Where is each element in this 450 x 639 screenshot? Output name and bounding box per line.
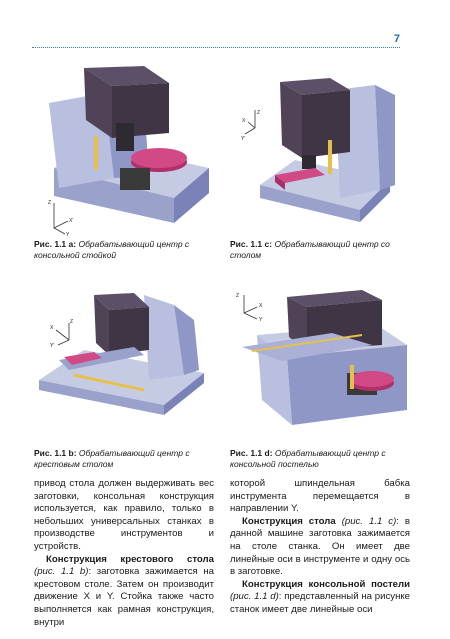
left-paragraph-2 <box>34 554 214 630</box>
axis-z-label-b: Z <box>70 319 74 325</box>
left-paragraph-1: привод стола должен выдерживать вес заготовки, консольная конструкция используется, как правило, только в небольших универсальных станках в производстве инструментов и устройств. <box>34 478 214 552</box>
axis-z-label-c: Z <box>257 110 261 116</box>
left-column <box>34 478 214 629</box>
figure-a-image <box>34 58 214 236</box>
right-paragraph-3 <box>230 579 410 617</box>
figure-a-label: Рис. 1.1 а: <box>34 239 77 249</box>
figure-a-caption <box>34 239 224 261</box>
figure-d-text: Обрабатывающий центр с консольной постелью <box>230 448 386 469</box>
left-p2-text: : заготовка зажимается на крестовом столе. Затем он производит движение X и Y. Стойка также часто выполняется как рамная конструкция, внутри <box>34 566 214 628</box>
left-p2-heading: Конструкция крестового стола <box>46 553 214 565</box>
figure-c-image <box>240 60 410 228</box>
right-p2-text: : в данной машине заготовка зажимается на столе станка. Он имеет две линейные оси в инструменте и одну ось в заготовке. <box>230 515 411 578</box>
axis-x-label-c: X <box>242 118 246 124</box>
figure-d-caption <box>230 448 410 470</box>
axis-yprime-label-c: Y' <box>241 136 246 142</box>
right-paragraph-2 <box>230 516 410 579</box>
figure-b-caption <box>34 448 224 470</box>
figure-b-text: Обрабатывающий центр с крестовым столом <box>34 448 190 469</box>
axis-x-label-b: X <box>50 325 54 331</box>
axis-yprime-label-b: Y' <box>50 343 55 349</box>
axis-z-label-d: Z <box>236 293 240 299</box>
right-p2-ref: (рис. 1.1 с) <box>335 515 397 527</box>
figure-a-text: Обрабатывающий центр с консольной стойкой <box>34 239 190 260</box>
axis-y-label: Y <box>66 232 70 236</box>
right-column <box>230 478 410 617</box>
figure-c-caption <box>230 239 410 261</box>
axis-z-label: Z <box>48 200 52 206</box>
figure-b-image <box>34 285 214 420</box>
page-number: 7 <box>393 33 400 45</box>
axis-x-label-d: X <box>259 303 263 309</box>
axis-xprime-label: X' <box>69 218 74 224</box>
axis-y-label-d: Y <box>259 317 263 323</box>
left-p2-ref: (рис. 1.1 b) <box>34 566 89 578</box>
right-paragraph-1: которой шпиндельная бабка инструмента перемещается в направлении Y. <box>230 478 410 515</box>
right-p3-ref: (рис. 1.1 d) <box>230 591 279 603</box>
header-rule <box>32 47 400 48</box>
figure-d-image <box>232 285 412 430</box>
right-p3-heading: Конструкция консольной постели <box>242 578 410 590</box>
figure-c-text: Обрабатывающий центр со столом <box>230 239 390 260</box>
figure-b-label: Рис. 1.1 b: <box>34 448 77 458</box>
right-p2-heading: Конструкция стола <box>242 515 336 527</box>
figure-c-label: Рис. 1.1 c: <box>230 239 273 249</box>
figure-d-label: Рис. 1.1 d: <box>230 448 273 458</box>
right-p3-text: : представленный на рисунке станок имеет две линейные оси <box>230 591 411 615</box>
